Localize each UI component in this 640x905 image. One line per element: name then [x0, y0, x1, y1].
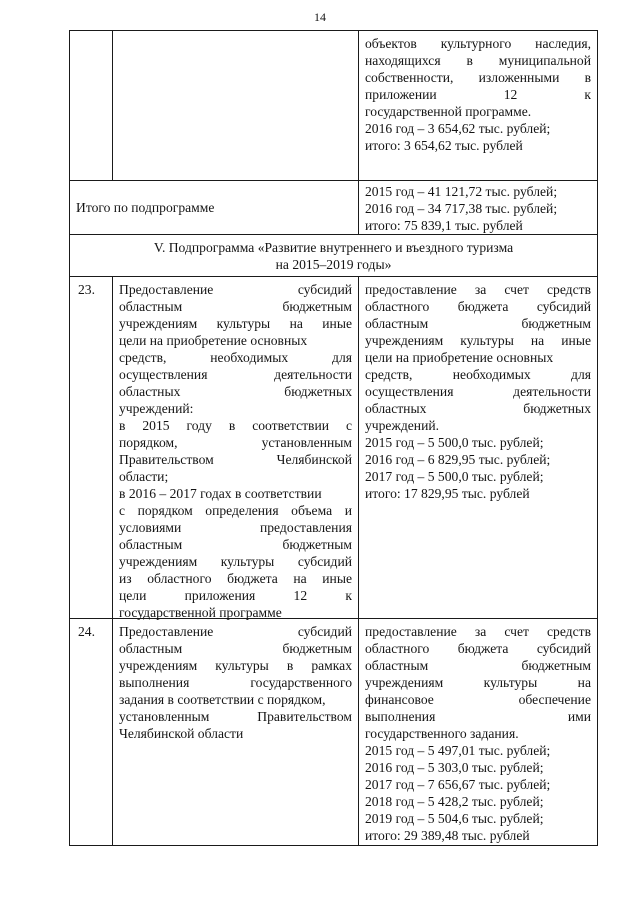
- text-line: 2017 год – 7 656,67 тыс. рублей;: [365, 777, 551, 792]
- text-line: областным бюджетным: [119, 299, 352, 314]
- event-name-cell: [113, 619, 359, 845]
- text-line: выполнения ими: [365, 709, 591, 724]
- text-line: учреждениям культуры в рамках: [119, 658, 352, 673]
- text-line: в 2016 – 2017 годах в соответствии: [119, 486, 322, 501]
- text-line: Предоставление субсидий: [119, 624, 352, 639]
- text-line: цели приложения 12 к: [119, 588, 352, 603]
- text-line: средств, необходимых для: [365, 367, 591, 382]
- text-line: областных бюджетных: [119, 384, 352, 399]
- text-line: области;: [119, 469, 169, 484]
- text-line: осуществления деятельности: [119, 367, 352, 382]
- text-line: условиями предоставления: [119, 520, 352, 535]
- text-line: находящихся в муниципальной: [365, 53, 591, 68]
- text-line: 2015 год – 41 121,72 тыс. рублей;: [365, 184, 558, 199]
- text-line: итого: 3 654,62 тыс. рублей: [365, 138, 523, 153]
- text-line: в 2015 году в соответствии с: [119, 418, 352, 433]
- row-number-cell: [70, 31, 113, 180]
- text-line: областного бюджета субсидий: [365, 641, 591, 656]
- subprogram-total-label: Итого по подпрограмме: [70, 181, 359, 234]
- text-line: учреждениям культуры на иные: [119, 316, 352, 331]
- result-cell: [359, 619, 597, 845]
- text-line: финансовое обеспечение: [365, 692, 591, 707]
- text-line: 2016 год – 34 717,38 тыс. рублей;: [365, 201, 558, 216]
- text-line: осуществления деятельности: [365, 384, 591, 399]
- text-line: из областного бюджета на иные: [119, 571, 352, 586]
- text-line: областного бюджета субсидий: [365, 299, 591, 314]
- text-line: порядком, установленным: [119, 435, 352, 450]
- page-number: 14: [314, 10, 326, 24]
- subprogram-total-values: [359, 181, 597, 234]
- text-line: 2016 год – 6 829,95 тыс. рублей;: [365, 452, 551, 467]
- text-line: собственности, изложенными в: [365, 70, 591, 85]
- text-line: областным бюджетным: [119, 537, 352, 552]
- text-line: областным бюджетным: [365, 658, 591, 673]
- text-line: Предоставление субсидий: [119, 282, 352, 297]
- result-cell: [359, 31, 597, 180]
- text-line: областным бюджетным: [365, 316, 591, 331]
- text-line: итого: 75 839,1 тыс. рублей: [365, 218, 523, 233]
- text-line: 2015 год – 5 497,01 тыс. рублей;: [365, 743, 551, 758]
- text-line: средств, необходимых для: [119, 350, 352, 365]
- text-line: государственной программе: [119, 605, 282, 620]
- section-heading: [70, 235, 597, 277]
- text-line: Правительством Челябинской: [119, 452, 352, 467]
- event-name-cell: [113, 31, 359, 180]
- table-row-subprogram-total: [70, 181, 597, 235]
- table-row-item-24: [70, 619, 597, 845]
- text-line: 2019 год – 5 504,6 тыс. рублей;: [365, 811, 544, 826]
- text-line: 2016 год – 3 654,62 тыс. рублей;: [365, 121, 551, 136]
- text-line: учреждениям культуры на: [365, 675, 591, 690]
- text-line: учреждений.: [365, 418, 440, 433]
- text-line: областных бюджетных: [365, 401, 591, 416]
- text-line: 2017 год – 5 500,0 тыс. рублей;: [365, 469, 544, 484]
- text-line: учреждениям культуры субсидий: [119, 554, 352, 569]
- result-cell: [359, 277, 597, 618]
- text-line: цели на приобретение основных: [365, 350, 554, 365]
- text-line: итого: 17 829,95 тыс. рублей: [365, 486, 530, 501]
- text-line: учреждениям культуры на иные: [365, 333, 591, 348]
- section-heading-line: V. Подпрограмма «Развитие внутреннего и въездного туризма: [153, 240, 514, 255]
- text-line: 2018 год – 5 428,2 тыс. рублей;: [365, 794, 544, 809]
- section-heading-line: на 2015–2019 годы»: [275, 257, 392, 272]
- program-table: [69, 30, 598, 846]
- text-line: итого: 29 389,48 тыс. рублей: [365, 828, 530, 843]
- event-name-cell: [113, 277, 359, 618]
- text-line: приложении 12 к: [365, 87, 591, 102]
- text-line: Челябинской области: [119, 726, 244, 741]
- text-line: 2015 год – 5 500,0 тыс. рублей;: [365, 435, 544, 450]
- row-number-cell: 23.: [70, 277, 113, 618]
- table-row-item-23: [70, 277, 597, 619]
- text-line: государственной программе.: [365, 104, 532, 119]
- text-line: выполнения государственного: [119, 675, 352, 690]
- text-line: 2016 год – 5 303,0 тыс. рублей;: [365, 760, 544, 775]
- text-line: предоставление за счет средств: [365, 624, 591, 639]
- text-line: цели на приобретение основных: [119, 333, 308, 348]
- row-number-cell: 24.: [70, 619, 113, 845]
- text-line: государственного задания.: [365, 726, 519, 741]
- text-line: предоставление за счет средств: [365, 282, 591, 297]
- text-line: задания в соответствии с порядком,: [119, 692, 326, 707]
- text-line: областным бюджетным: [119, 641, 352, 656]
- text-line: установленным Правительством: [119, 709, 352, 724]
- text-line: учреждений:: [119, 401, 194, 416]
- text-line: объектов культурного наследия,: [365, 36, 591, 51]
- text-line: с порядком определения объема и: [119, 503, 352, 518]
- table-row-continuation: [70, 31, 597, 181]
